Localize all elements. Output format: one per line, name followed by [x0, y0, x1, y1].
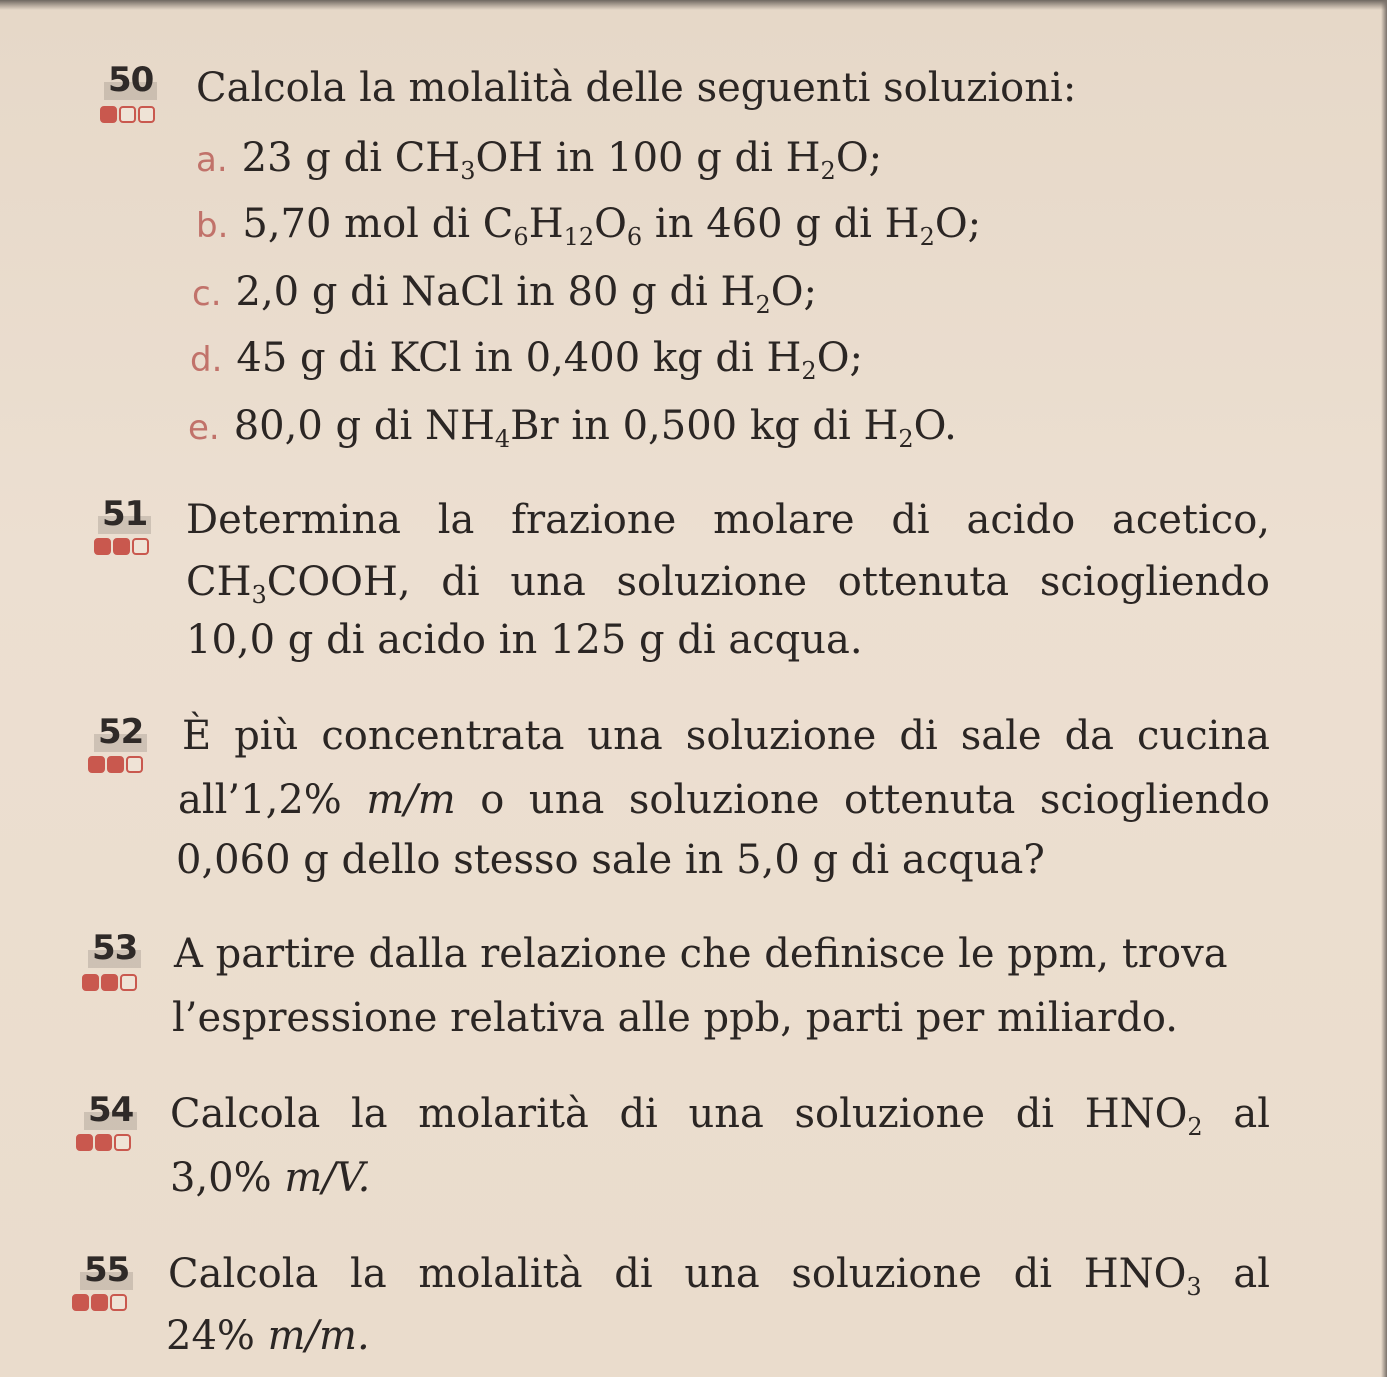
exercise-text-line: 10,0 g di acido in 125 g di acqua. [186, 617, 863, 663]
difficulty-square-empty [138, 106, 155, 123]
exercise-text-line: È più concentrata una soluzione di sale da cucina [182, 713, 1270, 759]
exercise-number: 54 [84, 1090, 137, 1130]
exercise-number: 50 [104, 60, 157, 100]
exercise-text-line: 24% m/m. [166, 1313, 370, 1359]
difficulty-square-empty [110, 1294, 127, 1311]
exercise-text-line: A partire dalla relazione che definisce le ppm, trova [174, 931, 1228, 977]
exercise-text-line: $CH_3COOH$, di una soluzione ottenuta sciogliendo [186, 559, 1270, 609]
exercise-number: 51 [98, 494, 151, 534]
sub-item-a: a. 23 g di $CH_3OH$ in 100 g di $H_2O$; [196, 135, 883, 185]
difficulty-square-filled [113, 538, 130, 555]
exercise-text-line: 3,0% m/V. [170, 1155, 371, 1201]
difficulty-square-filled [101, 974, 118, 991]
difficulty-square-filled [76, 1134, 93, 1151]
difficulty-indicator [72, 1294, 127, 1311]
difficulty-square-empty [120, 974, 137, 991]
sub-item-b: b. 5,70 mol di $C_6H_{12}O_6$ in 460 g di $H_2O$; [196, 201, 982, 251]
difficulty-square-filled [100, 106, 117, 123]
difficulty-indicator [76, 1134, 131, 1151]
exercise-text-line: Calcola la molarità di una soluzione di $HNO_2$ al [170, 1091, 1270, 1141]
difficulty-square-filled [72, 1294, 89, 1311]
difficulty-square-empty [126, 756, 143, 773]
exercise-prompt: Calcola la molalità delle seguenti soluzioni: [196, 65, 1077, 111]
exercise-text-line: 0,060 g dello stesso sale in 5,0 g di acqua? [176, 837, 1045, 883]
difficulty-square-filled [82, 974, 99, 991]
exercise-number: 53 [88, 928, 141, 968]
difficulty-square-empty [119, 106, 136, 123]
difficulty-square-empty [132, 538, 149, 555]
difficulty-square-filled [107, 756, 124, 773]
page-right-edge [1381, 0, 1387, 1377]
page-top-edge [0, 0, 1387, 10]
difficulty-square-filled [91, 1294, 108, 1311]
difficulty-square-empty [114, 1134, 131, 1151]
exercise-number: 55 [80, 1250, 133, 1290]
sub-item-d: d. 45 g di KCl in 0,400 kg di $H_2O$; [190, 335, 863, 385]
sub-item-c: c. 2,0 g di NaCl in 80 g di $H_2O$; [192, 269, 817, 319]
exercise-text-line: Determina la frazione molare di acido acetico, [186, 497, 1270, 543]
difficulty-indicator [82, 974, 137, 991]
exercise-text-line: l’espressione relativa alle ppb, parti per miliardo. [172, 995, 1178, 1041]
difficulty-indicator [100, 106, 155, 123]
exercise-text-line: all’1,2% m/m o una soluzione ottenuta sciogliendo [178, 777, 1271, 823]
difficulty-square-filled [95, 1134, 112, 1151]
exercise-number: 52 [94, 712, 147, 752]
sub-item-e: e. 80,0 g di $NH_4Br$ in 0,500 kg di $H_2O$. [188, 403, 957, 453]
difficulty-indicator [94, 538, 149, 555]
difficulty-indicator [88, 756, 143, 773]
exercise-text-line: Calcola la molalità di una soluzione di $HNO_3$ al [168, 1251, 1270, 1301]
difficulty-square-filled [94, 538, 111, 555]
difficulty-square-filled [88, 756, 105, 773]
